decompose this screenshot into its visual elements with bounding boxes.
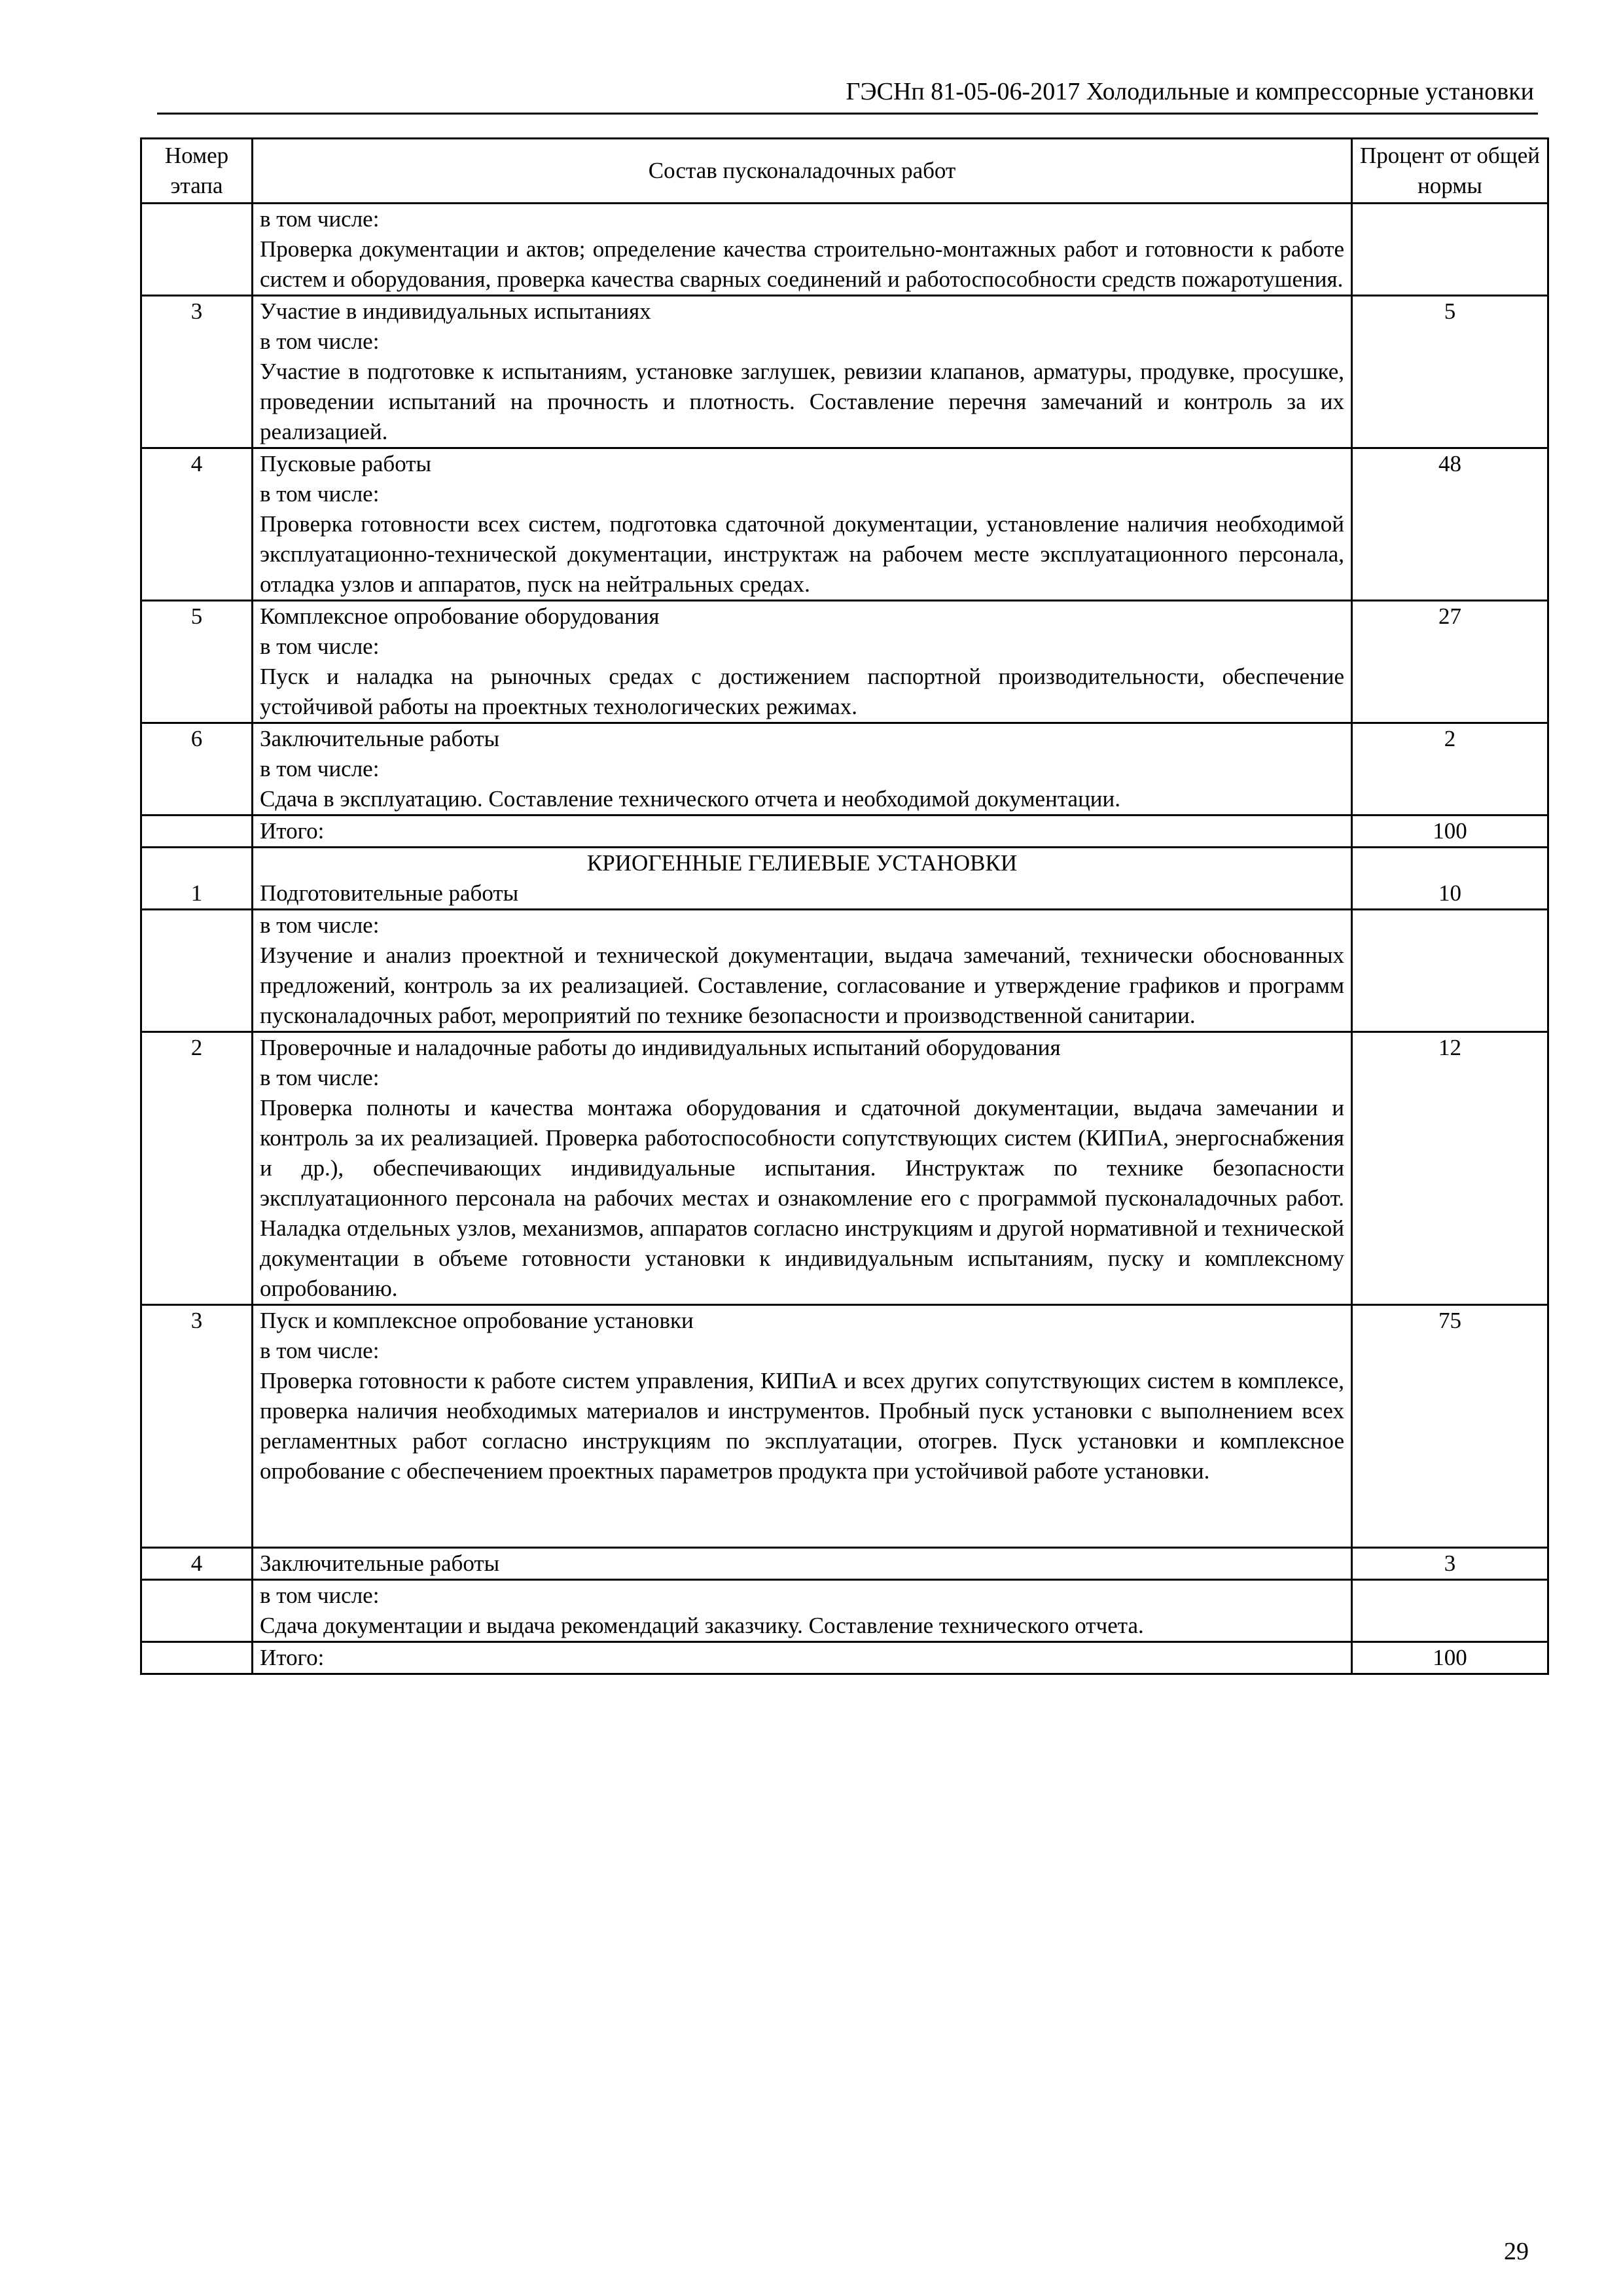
stage-percent <box>1352 204 1548 296</box>
stage-description <box>253 296 1352 448</box>
stage-number <box>141 204 253 296</box>
table-row <box>141 723 1548 816</box>
table-row <box>141 1032 1548 1305</box>
table-row <box>141 878 1548 910</box>
stage-percent: 100 <box>1352 1642 1548 1674</box>
table-header-row <box>141 139 1548 204</box>
stage-percent: 48 <box>1352 448 1548 601</box>
stage-details: Пуск и наладка на рыночных средах с достижением паспортной производительности, обеспечение устойчивой работы на проектных технологических режимах. <box>260 664 1344 719</box>
stage-details: Сдача в эксплуатацию. Составление технического отчета и необходимой документации. <box>260 786 1121 812</box>
stage-description <box>253 1642 1352 1674</box>
stage-title: Проверочные и наладочные работы до индивидуальных испытаний оборудования <box>260 1035 1061 1060</box>
stage-number <box>141 1642 253 1674</box>
stage-number: 5 <box>141 601 253 723</box>
stage-title: Подготовительные работы <box>260 880 519 906</box>
table-row <box>141 296 1548 448</box>
table-row <box>141 1580 1548 1642</box>
stage-description <box>253 1548 1352 1580</box>
table-row <box>141 204 1548 296</box>
section-empty-cell <box>141 848 253 879</box>
header-stage-number: Номер этапа <box>141 139 253 204</box>
stages-table <box>140 137 1549 1675</box>
including-label: в том числе: <box>260 912 380 938</box>
stage-number: 4 <box>141 448 253 601</box>
table-row <box>141 910 1548 1032</box>
stage-number <box>141 816 253 848</box>
including-label: в том числе: <box>260 206 380 232</box>
stage-percent: 75 <box>1352 1305 1548 1548</box>
stage-details: Проверка документации и актов; определение качества строительно-монтажных работ и готовности к работе систем и оборудования, проверка качества сварных соединений и работоспособности средств пожаротушения. <box>260 236 1344 292</box>
including-label: в том числе: <box>260 1065 380 1090</box>
table-row <box>141 816 1548 848</box>
stage-number: 4 <box>141 1548 253 1580</box>
stage-percent: 5 <box>1352 296 1548 448</box>
stage-details: Проверка полноты и качества монтажа оборудования и сдаточной документации, выдача замечании и контроль за их реализацией. Проверка работоспособности сопутствующих систем (КИПиА, энергоснабжения и др.), обеспечивающих индивидуальные испытания. Инструктаж по технике безопасности эксплуатационного персонала на рабочих местах и ознакомление его с программой пусконаладочных работ. Наладка отдельных узлов, механизмов, аппаратов согласно инструкциям и другой нормативной и технической документации в объеме готовности установки к индивидуальным испытаниям, пуску и комплексному опробованию. <box>260 1095 1344 1301</box>
stage-title: Пусковые работы <box>260 451 432 476</box>
stage-description <box>253 1032 1352 1305</box>
stage-number <box>141 1580 253 1642</box>
stage-percent <box>1352 910 1548 1032</box>
stage-number: 1 <box>141 878 253 910</box>
stage-title: Пуск и комплексное опробование установки <box>260 1308 694 1333</box>
including-label: в том числе: <box>260 1583 380 1608</box>
header-percent: Процент от общей нормы <box>1352 139 1548 204</box>
document-title: ГЭСНп 81-05-06-2017 Холодильные и компрессорные установки <box>846 78 1534 105</box>
stage-description <box>253 1580 1352 1642</box>
table-row <box>141 448 1548 601</box>
stage-percent: 12 <box>1352 1032 1548 1305</box>
header-works: Состав пусконаладочных работ <box>253 139 1352 204</box>
stage-details: Сдача документации и выдача рекомендаций заказчику. Составление технического отчета. <box>260 1613 1144 1638</box>
page-number: 29 <box>1504 2238 1529 2265</box>
running-header <box>157 72 1538 115</box>
stage-number: 2 <box>141 1032 253 1305</box>
stage-number: 3 <box>141 1305 253 1548</box>
stage-percent: 27 <box>1352 601 1548 723</box>
stage-percent: 2 <box>1352 723 1548 816</box>
stage-title: Итого: <box>260 1645 325 1670</box>
stage-description <box>253 816 1352 848</box>
stage-title: Комплексное опробование оборудования <box>260 603 660 629</box>
stage-description <box>253 601 1352 723</box>
table-body <box>141 204 1548 1674</box>
including-label: в том числе: <box>260 634 380 659</box>
stage-title: Заключительные работы <box>260 726 500 751</box>
section-title: КРИОГЕННЫЕ ГЕЛИЕВЫЕ УСТАНОВКИ <box>253 848 1352 879</box>
table-row <box>141 601 1548 723</box>
stage-percent <box>1352 1580 1548 1642</box>
stage-number: 3 <box>141 296 253 448</box>
stage-percent: 100 <box>1352 816 1548 848</box>
table-row <box>141 1548 1548 1580</box>
stage-description <box>253 878 1352 910</box>
stage-title: Заключительные работы <box>260 1551 500 1576</box>
section-row <box>141 848 1548 879</box>
stage-description <box>253 910 1352 1032</box>
stage-number: 6 <box>141 723 253 816</box>
table-row <box>141 1305 1548 1548</box>
stage-description <box>253 448 1352 601</box>
stage-details: Проверка готовности к работе систем управления, КИПиА и всех других сопутствующих систем в комплексе, проверка наличия необходимых материалов и инструментов. Пробный пуск установки с выполнением всех регламентных работ согласно инструкциям по эксплуатации, отогрев. Пуск установки и комплексное опробование с обеспечением проектных параметров продукта при устойчивой работе установки. <box>260 1368 1344 1484</box>
stage-details: Проверка готовности всех систем, подготовка сдаточной документации, установление наличия необходимой эксплуатационно-технической документации, инструктаж на рабочем месте эксплуатационного персонала, отладка узлов и аппаратов, пуск на нейтральных средах. <box>260 511 1344 597</box>
stage-percent: 3 <box>1352 1548 1548 1580</box>
stage-description <box>253 204 1352 296</box>
stage-title: Участие в индивидуальных испытаниях <box>260 298 651 324</box>
stage-title: Итого: <box>260 818 325 844</box>
section-empty-cell <box>1352 848 1548 879</box>
stage-number <box>141 910 253 1032</box>
stage-details: Участие в подготовке к испытаниям, установке заглушек, ревизии клапанов, арматуры, продувке, просушке, проведении испытаний на прочность и плотность. Составление перечня замечаний и контроль за их реализацией. <box>260 359 1344 444</box>
table-row <box>141 1642 1548 1674</box>
stage-details: Изучение и анализ проектной и технической документации, выдача замечаний, технически обоснованных предложений, контроль за их реализацией. Составление, согласование и утверждение графиков и программ пусконаладочных работ, мероприятий по технике безопасности и производственной санитарии. <box>260 942 1344 1028</box>
including-label: в том числе: <box>260 1338 380 1363</box>
stage-description <box>253 1305 1352 1548</box>
stage-description <box>253 723 1352 816</box>
stage-percent: 10 <box>1352 878 1548 910</box>
including-label: в том числе: <box>260 481 380 507</box>
including-label: в том числе: <box>260 329 380 354</box>
including-label: в том числе: <box>260 756 380 781</box>
